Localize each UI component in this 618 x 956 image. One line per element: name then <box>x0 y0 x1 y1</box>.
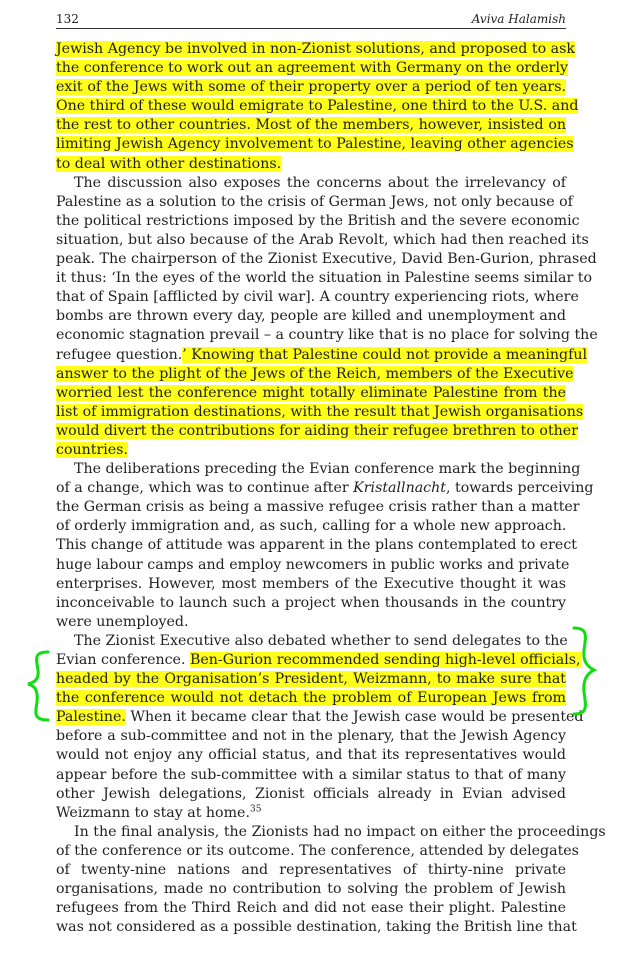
page-header <box>56 10 566 29</box>
right-bracket-annotation <box>568 624 598 718</box>
text-line <box>56 651 581 670</box>
text-segment: economic stagnation prevail – a country like that is no place for solving the <box>56 327 598 344</box>
text-line <box>56 613 566 632</box>
highlighted-text: Palestine. <box>56 709 126 726</box>
highlighted-text: to deal with other destinations. <box>56 155 282 172</box>
text-line <box>56 632 566 651</box>
text-line <box>56 708 584 727</box>
text-line <box>56 135 574 154</box>
text-line <box>56 766 566 785</box>
highlighted-text: Jewish Agency be involved in non-Zionist solutions, and proposed to ask <box>56 41 575 57</box>
text-segment: of orderly immigration and, as such, calling for a whole new approach. <box>56 518 567 535</box>
highlighted-text: would divert the contributions for aiding their refugee brethren to other <box>56 422 578 439</box>
text-line <box>56 288 579 307</box>
text-line <box>56 727 566 746</box>
highlighted-text: exit of the Jews with some of their property over a period of ten years. <box>56 79 566 96</box>
text-line <box>56 880 566 899</box>
text-segment: The Zionist Executive also debated whether to send delegates to the <box>74 632 568 649</box>
highlighted-text: limiting Jewish Agency involvement to Palestine, leaving other agencies <box>56 136 574 153</box>
text-segment: other Jewish delegations, Zionist officials already in Evian advised <box>56 785 566 802</box>
text-line <box>56 689 566 708</box>
text-segment: Palestine as a solution to the crisis of German Jews, not only because of <box>56 193 573 210</box>
text-segment: The discussion also exposes the concerns about the irrelevancy of <box>74 174 566 191</box>
text-segment: before a sub-committee and not in the plenary, that the Jewish Agency <box>56 728 566 745</box>
highlighted-text: countries. <box>56 441 128 458</box>
text-segment: Evian conference. <box>56 652 190 668</box>
text-line <box>56 212 580 231</box>
text-segment: appear before the sub-committee with a similar status to that of many <box>56 766 566 783</box>
text-line <box>56 823 606 842</box>
text-line <box>56 517 566 536</box>
text-segment: of a change, which was to continue after <box>56 480 354 497</box>
text-line <box>56 250 597 269</box>
text-line <box>56 40 575 59</box>
text-segment: were unemployed. <box>56 613 189 630</box>
text-segment: it thus: ‘In the eyes of the world the situation in Palestine seems similar to <box>56 270 593 287</box>
text-segment: enterprises. However, most members of the Executive thought it was <box>56 575 566 592</box>
text-line <box>56 899 566 918</box>
text-line <box>56 307 566 326</box>
text-segment: bombs are thrown every day, people are killed and unemployment and <box>56 308 566 325</box>
text-segment: Kristallnacht <box>353 480 446 497</box>
text-line <box>56 174 566 193</box>
text-line <box>56 804 566 823</box>
text-line <box>56 403 584 422</box>
text-line <box>56 116 566 135</box>
text-line <box>56 575 566 594</box>
highlighted-text: the rest to other countries. Most of the members, however, insisted on <box>56 117 566 134</box>
text-segment: This change of attitude was apparent in the plans contemplated to erect <box>56 537 577 554</box>
text-segment: huge labour camps and employ newcomers in public works and private <box>56 556 570 573</box>
text-segment: inconceivable to launch such a project when thousands in the country <box>56 594 566 611</box>
text-segment: that of Spain [afflicted by civil war]. A country experiencing riots, where <box>56 289 579 306</box>
highlighted-text: the conference to work out an agreement with Germany on the orderly <box>56 60 569 77</box>
text-segment: was not considered as a possible destination, taking the British line that <box>56 919 577 936</box>
text-segment: of twenty-nine nations and representatives of thirty-nine private <box>56 862 566 879</box>
text-line <box>56 670 566 689</box>
text-line <box>56 861 566 880</box>
highlighted-text: One third of these would emigrate to Palestine, one third to the U.S. and <box>56 98 579 115</box>
text-line <box>56 346 588 365</box>
text-line <box>56 231 589 250</box>
running-head-author: Aviva Halamish <box>471 12 566 26</box>
text-line <box>56 498 580 517</box>
text-line <box>56 460 581 479</box>
text-segment: peak. The chairperson of the Zionist Executive, David Ben-Gurion, phrased <box>56 251 597 268</box>
text-line <box>56 193 573 212</box>
text-line <box>56 746 566 765</box>
text-line <box>56 785 566 804</box>
text-line <box>56 365 574 384</box>
text-segment: would not enjoy any official status, and that its representatives would <box>56 747 566 764</box>
body-text <box>56 40 606 937</box>
text-line <box>56 384 566 403</box>
highlighted-text: worried lest the conference might totally eliminate Palestine from the <box>56 384 566 401</box>
text-segment: refugees from the Third Reich and did not ease their plight. Palestine <box>56 900 566 917</box>
highlighted-text: ’ Knowing that Palestine could not provide a meaningful <box>182 346 588 363</box>
highlighted-text: headed by the Organisation’s President, Weizmann, to make sure that <box>56 671 566 688</box>
text-segment: In the final analysis, the Zionists had no impact on either the proceedings <box>74 823 606 840</box>
highlighted-text: the conference would not detach the problem of European Jews from <box>56 690 566 707</box>
text-line <box>56 326 598 345</box>
text-line <box>56 59 569 78</box>
text-line <box>56 441 566 460</box>
text-segment: organisations, made no contribution to solving the problem of Jewish <box>56 881 566 898</box>
text-segment: of the conference or its outcome. The conference, attended by delegates <box>56 842 579 859</box>
text-line <box>56 155 566 174</box>
highlighted-text: Ben-Gurion recommended sending high-level officials, <box>189 652 581 668</box>
text-line <box>56 536 577 555</box>
text-segment: the German crisis as being a massive refugee crisis rather than a matter <box>56 499 580 516</box>
text-line <box>56 97 579 116</box>
text-segment: The deliberations preceding the Evian conference mark the beginning <box>74 461 581 478</box>
text-line <box>56 479 594 498</box>
text-segment: , towards perceiving <box>445 480 594 497</box>
text-line <box>56 78 566 97</box>
text-segment: refugee question. <box>56 346 183 363</box>
page-number: 132 <box>56 12 79 26</box>
text-line <box>56 422 578 441</box>
text-line <box>56 594 566 613</box>
text-segment: Weizmann to stay at home. <box>56 804 250 821</box>
text-line <box>56 556 570 575</box>
text-line <box>56 918 577 937</box>
footnote-marker: 35 <box>249 804 262 815</box>
text-segment: When it became clear that the Jewish case would be presented <box>125 709 584 726</box>
text-line <box>56 269 593 288</box>
text-line <box>56 842 579 861</box>
text-segment: situation, but also because of the Arab Revolt, which had then reached its <box>56 231 589 248</box>
highlighted-text: answer to the plight of the Jews of the Reich, members of the Executive <box>56 365 574 382</box>
left-bracket-annotation <box>24 648 54 724</box>
text-segment: the political restrictions imposed by the British and the severe economic <box>56 212 580 229</box>
highlighted-text: list of immigration destinations, with the result that Jewish organisations <box>56 403 584 420</box>
